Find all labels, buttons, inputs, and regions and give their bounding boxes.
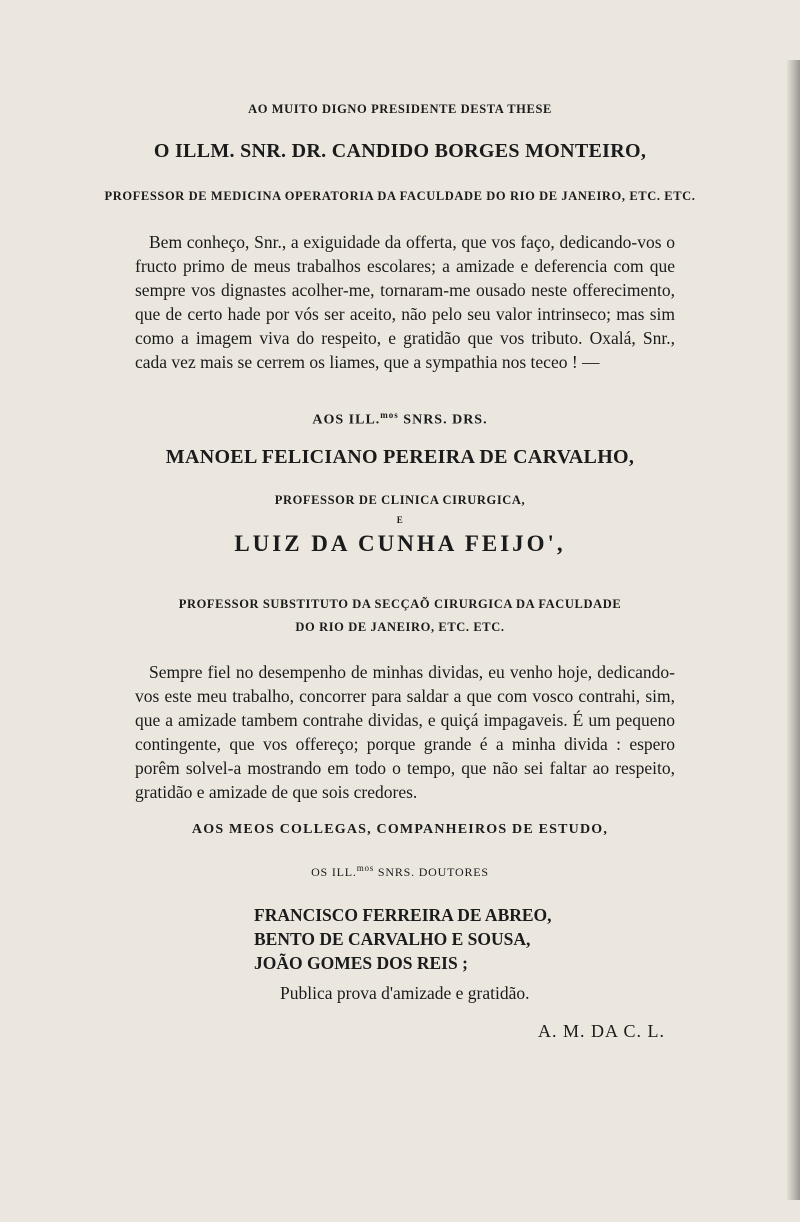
dedicatee-name-2: LUIZ DA CUNHA FEIJO', (234, 531, 566, 556)
colleague-name: BENTO DE CARVALHO E SOUSA, (254, 929, 531, 949)
dedicatee-title-1: PROFESSOR DE CLINICA CIRURGICA, (274, 493, 526, 507)
subintro-text-pre: OS ILL. (311, 865, 357, 879)
conjunction: E (396, 515, 404, 525)
subintro-text-post: SNRS. DOUTORES (374, 865, 489, 879)
intro-superscript: mos (380, 410, 399, 420)
subintro-superscript: mos (356, 863, 375, 873)
dedication-intro-2 (0, 410, 800, 429)
intro-text-post: SNRS. DRS. (398, 412, 488, 428)
dedicatee-name-1: MANOEL FELICIANO PEREIRA DE CARVALHO, (165, 446, 635, 468)
dedication-paragraph-1 (135, 230, 675, 374)
paragraph-text: Sempre fiel no desempenho de minhas dividas, eu venho hoje, dedicando-vos este meu trabalho, concorrer para saldar a que com vosco contrahi, sim, que a amizade tambem contrahe dividas, e quiçá impagaveis. É um pequeno contingente, que vos offereço; porque grande é a minha divida : espero porêm solvel-a mostrando em todo o tempo, que não sei faltar ao respeito, gratidão e amizade de que sois credores. (135, 662, 675, 802)
dedication-intro: AO MUITO DIGNO PRESIDENTE DESTA THESE (248, 102, 552, 116)
dedicatee-name: O ILLM. SNR. DR. CANDIDO BORGES MONTEIRO, (153, 140, 647, 162)
paragraph-text: Bem conheço, Snr., a exiguidade da offerta, que vos faço, dedicando-vos o fructo primo de meus trabalhos escolares; a amizade e deferencia com que sempre vos dignastes acolher-me, tornaram-me ousado neste offerecimento, que de certo hade por vós ser aceito, não pelo seu valor intrinseco; mas sim como a imagem viva do respeito, e gratidão que vos tributo. Oxalá, Snr., cada vez mais se cerrem os liames, que a sympathia nos teceo ! — (135, 232, 675, 372)
colleague-names (254, 903, 674, 975)
dedicatee-title-2-line-2: DO RIO DE JANEIRO, ETC. ETC. (295, 620, 505, 634)
closing-line: Publica prova d'amizade e gratidão. (280, 983, 530, 1003)
signature: A. M. DA C. L. (538, 1021, 666, 1041)
dedication-intro-3: AOS MEOS COLLEGAS, COMPANHEIROS DE ESTUDO, (191, 822, 609, 837)
dedicatee-title-2-line-1: PROFESSOR SUBSTITUTO DA SECÇAÕ CIRURGICA DA FACULDADE (178, 597, 622, 611)
dedication-paragraph-2 (135, 660, 675, 804)
dedication-subintro-3 (0, 863, 800, 880)
intro-text-pre: AOS ILL. (312, 412, 381, 428)
colleague-name: JOÃO GOMES DOS REIS ; (254, 953, 468, 973)
dedicatee-title: PROFESSOR DE MEDICINA OPERATORIA DA FACULDADE DO RIO DE JANEIRO, ETC. ETC. (104, 189, 696, 203)
colleague-name: FRANCISCO FERREIRA DE ABREO, (254, 905, 552, 925)
